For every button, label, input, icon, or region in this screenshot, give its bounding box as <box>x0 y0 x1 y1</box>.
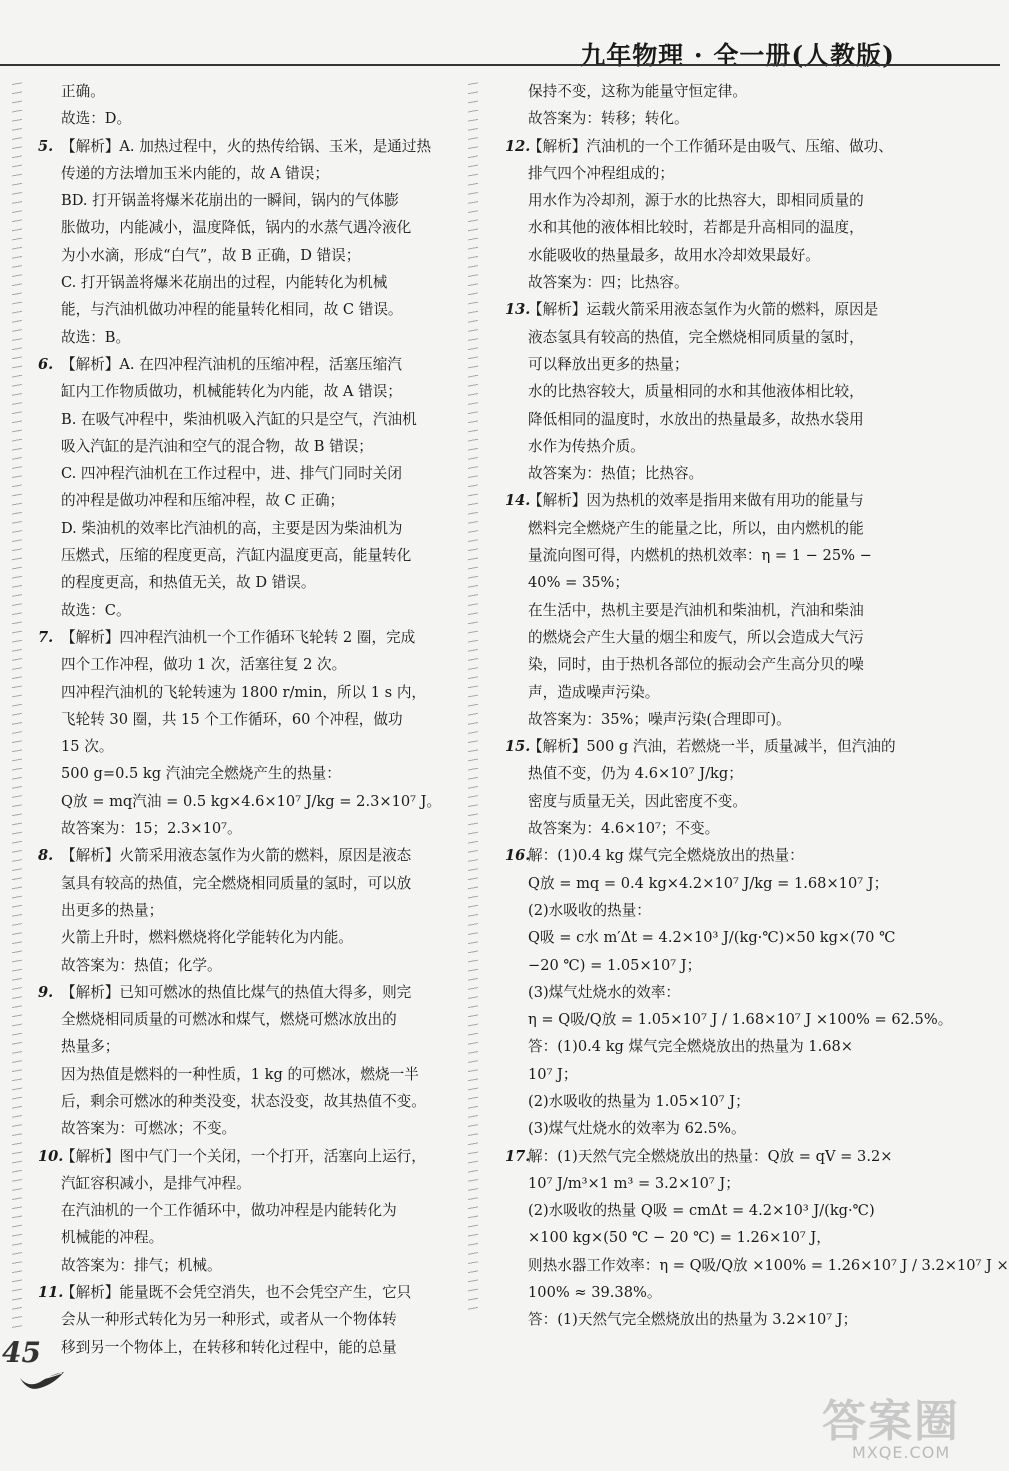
answer-line: 【解析】已知可燃冰的热值比煤气的热值大得多，则完 <box>61 983 412 1001</box>
answer-line: 故答案为：热值；化学。 <box>61 956 222 974</box>
header-title: 九年物理 · 全一册(人教版) <box>580 41 895 70</box>
answer-line: 飞轮转 30 圈，共 15 个工作循环，60 个冲程，做功 <box>61 710 403 728</box>
answer-line: 为小水滴，形成“白气”，故 B 正确，D 错误； <box>61 246 361 264</box>
answer-line: 移到另一个物体上，在转移和转化过程中，能的总量 <box>61 1338 397 1356</box>
answer-line: 故答案为：热值；比热容。 <box>528 465 704 483</box>
right-column <box>505 78 1009 1334</box>
answer-line: 热量多； <box>61 1038 120 1056</box>
answer-block <box>38 351 460 624</box>
answer-line: 降低相同的温度时，水放出的热量最多，故热水袋用 <box>528 410 864 428</box>
answer-line: 【解析】因为热机的效率是指用来做有用功的能量与 <box>528 492 864 510</box>
answer-line: 染，同时，由于热机各部位的振动会产生高分贝的噪 <box>528 656 864 674</box>
answer-line: 保持不变，这称为能量守恒定律。 <box>528 83 747 100</box>
answer-block <box>38 1143 460 1279</box>
answer-line: 正确。 <box>61 83 105 100</box>
answer-block <box>38 78 460 133</box>
question-number: 12. <box>505 137 531 155</box>
answer-line: 【解析】A. 加热过程中，火的热传给锅、玉米，是通过热 <box>61 137 432 155</box>
answer-block <box>505 1143 1009 1334</box>
answer-line: 故答案为：排气；机械。 <box>61 1256 222 1274</box>
answer-line: 故选：B。 <box>61 328 131 346</box>
left-margin-decoration <box>12 80 22 1330</box>
answer-block <box>505 487 935 733</box>
answer-line: 故选：D。 <box>61 110 132 128</box>
answer-line: C. 打开锅盖将爆米花崩出的过程，内能转化为机械 <box>61 274 388 292</box>
answer-line: (2)水吸收的热量： <box>528 901 651 919</box>
answer-line: 10⁷ J/m³×1 m³ = 3.2×10⁷ J； <box>528 1174 740 1192</box>
answer-line: 故答案为：15；2.3×10⁷。 <box>61 820 242 838</box>
answer-line: 【解析】火箭采用液态氢作为火箭的燃料，原因是液态 <box>61 847 412 865</box>
answer-line: 解：(1)0.4 kg 煤气完全燃烧放出的热量： <box>528 847 804 865</box>
answer-line: 10⁷ J； <box>528 1065 578 1083</box>
answer-block <box>38 1279 460 1361</box>
watermark-site: MXQE.COM <box>852 1443 951 1462</box>
answer-block <box>38 624 460 842</box>
answer-block <box>505 296 935 487</box>
answer-line: 吸入汽缸的是汽油和空气的混合物，故 B 错误； <box>61 437 373 455</box>
answer-line: 【解析】四冲程汽油机一个工作循环飞轮转 2 圈，完成 <box>61 628 416 646</box>
answer-line: 解：(1)天然气完全燃烧放出的热量：Q放 = qV = 3.2× <box>528 1147 893 1165</box>
question-number: 8. <box>38 847 54 865</box>
answer-line: 机械能的冲程。 <box>61 1229 164 1247</box>
answer-block <box>505 78 935 133</box>
answer-line: 热值不变，仍为 4.6×10⁷ J/kg； <box>528 765 743 783</box>
answer-line: 胀做功，内能减小，温度降低，锅内的水蒸气遇冷液化 <box>61 219 412 237</box>
answer-line: 四冲程汽油机的飞轮转速为 1800 r/min，所以 1 s 内， <box>61 683 427 701</box>
answer-line: 【解析】500 g 汽油，若燃烧一半，质量减半，但汽油的 <box>528 738 896 756</box>
answer-line: 缸内工作物质做功，机械能转化为内能，故 A 错误； <box>61 383 402 401</box>
answer-line: 故答案为：35%；噪声污染(合理即可)。 <box>528 710 791 728</box>
question-number: 10. <box>38 1147 64 1165</box>
answer-line: 【解析】图中气门一个关闭，一个打开，活塞向上运行， <box>61 1147 426 1165</box>
question-number: 9. <box>38 983 54 1001</box>
question-number: 11. <box>38 1284 64 1302</box>
answer-line: 则热水器工作效率：η = Q吸/Q放 ×100% = 1.26×10⁷ J / 3.2×10⁷ J × <box>528 1256 1009 1274</box>
answer-line: (3)煤气灶烧水的效率： <box>528 983 681 1001</box>
answer-line: 故答案为：4.6×10⁷；不变。 <box>528 820 720 838</box>
answer-line: B. 在吸气冲程中，柴油机吸入汽缸的只是空气，汽油机 <box>61 410 417 428</box>
answer-line: 答：(1)天然气完全燃烧放出的热量为 3.2×10⁷ J； <box>528 1311 858 1329</box>
answer-block <box>505 733 935 842</box>
answer-line: 故选：C。 <box>61 601 131 619</box>
question-number: 15. <box>505 738 531 756</box>
question-number: 14. <box>505 492 531 510</box>
answer-line: 100% ≈ 39.38%。 <box>528 1284 662 1302</box>
answer-line: 液态氢具有较高的热值，完全燃烧相同质量的氢时， <box>528 328 864 346</box>
answer-line: 在生活中，热机主要是汽油机和柴油机，汽油和柴油 <box>528 601 864 619</box>
question-number: 6. <box>38 355 54 373</box>
answer-line: (3)煤气灶烧水的效率为 62.5%。 <box>528 1120 746 1138</box>
answer-line: 量流向图可得，内燃机的热机效率：η = 1 − 25% − <box>528 547 872 565</box>
answer-line: 因为热值是燃料的一种性质，1 kg 的可燃冰，燃烧一半 <box>61 1065 419 1083</box>
answer-line: C. 四冲程汽油机在工作过程中，进、排气门同时关闭 <box>61 465 402 483</box>
answer-line: 故答案为：转移；转化。 <box>528 110 689 128</box>
answer-line: 排气四个冲程组成的； <box>528 164 674 182</box>
answer-block <box>505 133 935 297</box>
answer-block <box>38 842 460 978</box>
question-number: 7. <box>38 628 54 646</box>
answer-line: 【解析】汽油机的一个工作循环是由吸气、压缩、做功、 <box>528 137 893 155</box>
answer-line: Q放 = mq汽油 = 0.5 kg×4.6×10⁷ J/kg = 2.3×10⁷ J。 <box>61 792 442 810</box>
answer-line: 【解析】运载火箭采用液态氢作为火箭的燃料，原因是 <box>528 301 879 319</box>
center-divider-decoration <box>468 80 478 1310</box>
answer-line: 在汽油机的一个工作循环中，做功冲程是内能转化为 <box>61 1202 397 1220</box>
answer-line: 密度与质量无关，因此密度不变。 <box>528 792 747 810</box>
watermark <box>822 1385 982 1465</box>
answer-line: 500 g=0.5 kg 汽油完全燃烧产生的热量： <box>61 765 341 783</box>
answer-line: 汽缸容积减小，是排气冲程。 <box>61 1174 251 1192</box>
answer-line: 【解析】A. 在四冲程汽油机的压缩冲程，活塞压缩汽 <box>61 355 402 373</box>
answer-line: BD. 打开锅盖将爆米花崩出的一瞬间，锅内的气体膨 <box>61 192 399 210</box>
answer-line: 用水作为冷却剂，源于水的比热容大，即相同质量的 <box>528 192 864 210</box>
answer-line: ×100 kg×(50 ℃ − 20 ℃) = 1.26×10⁷ J， <box>528 1229 831 1247</box>
answer-line: 的燃烧会产生大量的烟尘和废气，所以会造成大气污 <box>528 628 864 646</box>
answer-line: 声，造成噪声污染。 <box>528 683 660 701</box>
answer-line: 四个工作冲程，做功 1 次，活塞往复 2 次。 <box>61 656 347 674</box>
header-rule <box>0 64 1000 66</box>
answer-line: 水和其他的液体相比较时，若都是升高相同的温度， <box>528 219 864 237</box>
answer-block <box>505 842 953 1142</box>
answer-line: 氢具有较高的热值，完全燃烧相同质量的氢时，可以放 <box>61 874 412 892</box>
watermark-logo: 答案圈 <box>822 1396 960 1447</box>
answer-line: 【解析】能量既不会凭空消失，也不会凭空产生，它只 <box>61 1284 412 1302</box>
question-number: 17. <box>505 1147 531 1165</box>
answer-line: 全燃烧相同质量的可燃冰和煤气，燃烧可燃冰放出的 <box>61 1011 397 1029</box>
answer-line: (2)水吸收的热量为 1.05×10⁷ J； <box>528 1092 750 1110</box>
page-number: 45 <box>2 1336 41 1369</box>
answer-line: 传递的方法增加玉米内能的，故 A 错误； <box>61 164 329 182</box>
answer-line: D. 柴油机的效率比汽油机的高，主要是因为柴油机为 <box>61 519 403 537</box>
answer-line: 40% = 35%； <box>528 574 629 592</box>
answer-line: 水作为传热介质。 <box>528 437 645 455</box>
answer-line: 火箭上升时，燃料燃烧将化学能转化为内能。 <box>61 929 353 947</box>
answer-block <box>38 979 460 1143</box>
answer-line: 的程度更高，和热值无关，故 D 错误。 <box>61 574 316 592</box>
answer-line: Q吸 = c水 m′Δt = 4.2×10³ J/(kg·℃)×50 kg×(70 ℃ <box>528 929 896 947</box>
answer-line: −20 ℃) = 1.05×10⁷ J； <box>528 956 702 974</box>
answer-line: 故答案为：可燃冰；不变。 <box>61 1120 237 1138</box>
answer-line: 后，剩余可燃冰的种类没变，状态没变，故其热值不变。 <box>61 1092 426 1110</box>
question-number: 13. <box>505 301 531 319</box>
left-column <box>38 78 460 1361</box>
answer-line: 水的比热容较大，质量相同的水和其他液体相比较， <box>528 383 864 401</box>
answer-line: 压燃式，压缩的程度更高，汽缸内温度更高，能量转化 <box>61 547 412 565</box>
answer-line: Q放 = mq = 0.4 kg×4.2×10⁷ J/kg = 1.68×10⁷ J； <box>528 874 889 892</box>
answer-line: (2)水吸收的热量 Q吸 = cmΔt = 4.2×10³ J/(kg·℃) <box>528 1202 875 1220</box>
question-number: 16. <box>505 847 531 865</box>
answer-line: 15 次。 <box>61 738 114 756</box>
answer-line: 水能吸收的热量最多，故用水冷却效果最好。 <box>528 246 820 264</box>
answer-block <box>38 133 460 351</box>
answer-line: 可以释放出更多的热量； <box>528 355 689 373</box>
answer-line: 故答案为：四；比热容。 <box>528 274 689 292</box>
leaf-icon <box>18 1358 68 1394</box>
answer-line: 燃料完全燃烧产生的能量之比，所以，由内燃机的能 <box>528 519 864 537</box>
answer-line: 的冲程是做功冲程和压缩冲程，故 C 正确； <box>61 492 345 510</box>
answer-line: 能，与汽油机做功冲程的能量转化相同，故 C 错误。 <box>61 301 403 319</box>
answer-line: 答：(1)0.4 kg 煤气完全燃烧放出的热量为 1.68× <box>528 1038 854 1056</box>
answer-line: 出更多的热量； <box>61 901 164 919</box>
question-number: 5. <box>38 137 54 155</box>
answer-line: η = Q吸/Q放 = 1.05×10⁷ J / 1.68×10⁷ J ×100% = 62.5%。 <box>528 1011 953 1029</box>
answer-line: 会从一种形式转化为另一种形式，或者从一个物体转 <box>61 1311 397 1329</box>
